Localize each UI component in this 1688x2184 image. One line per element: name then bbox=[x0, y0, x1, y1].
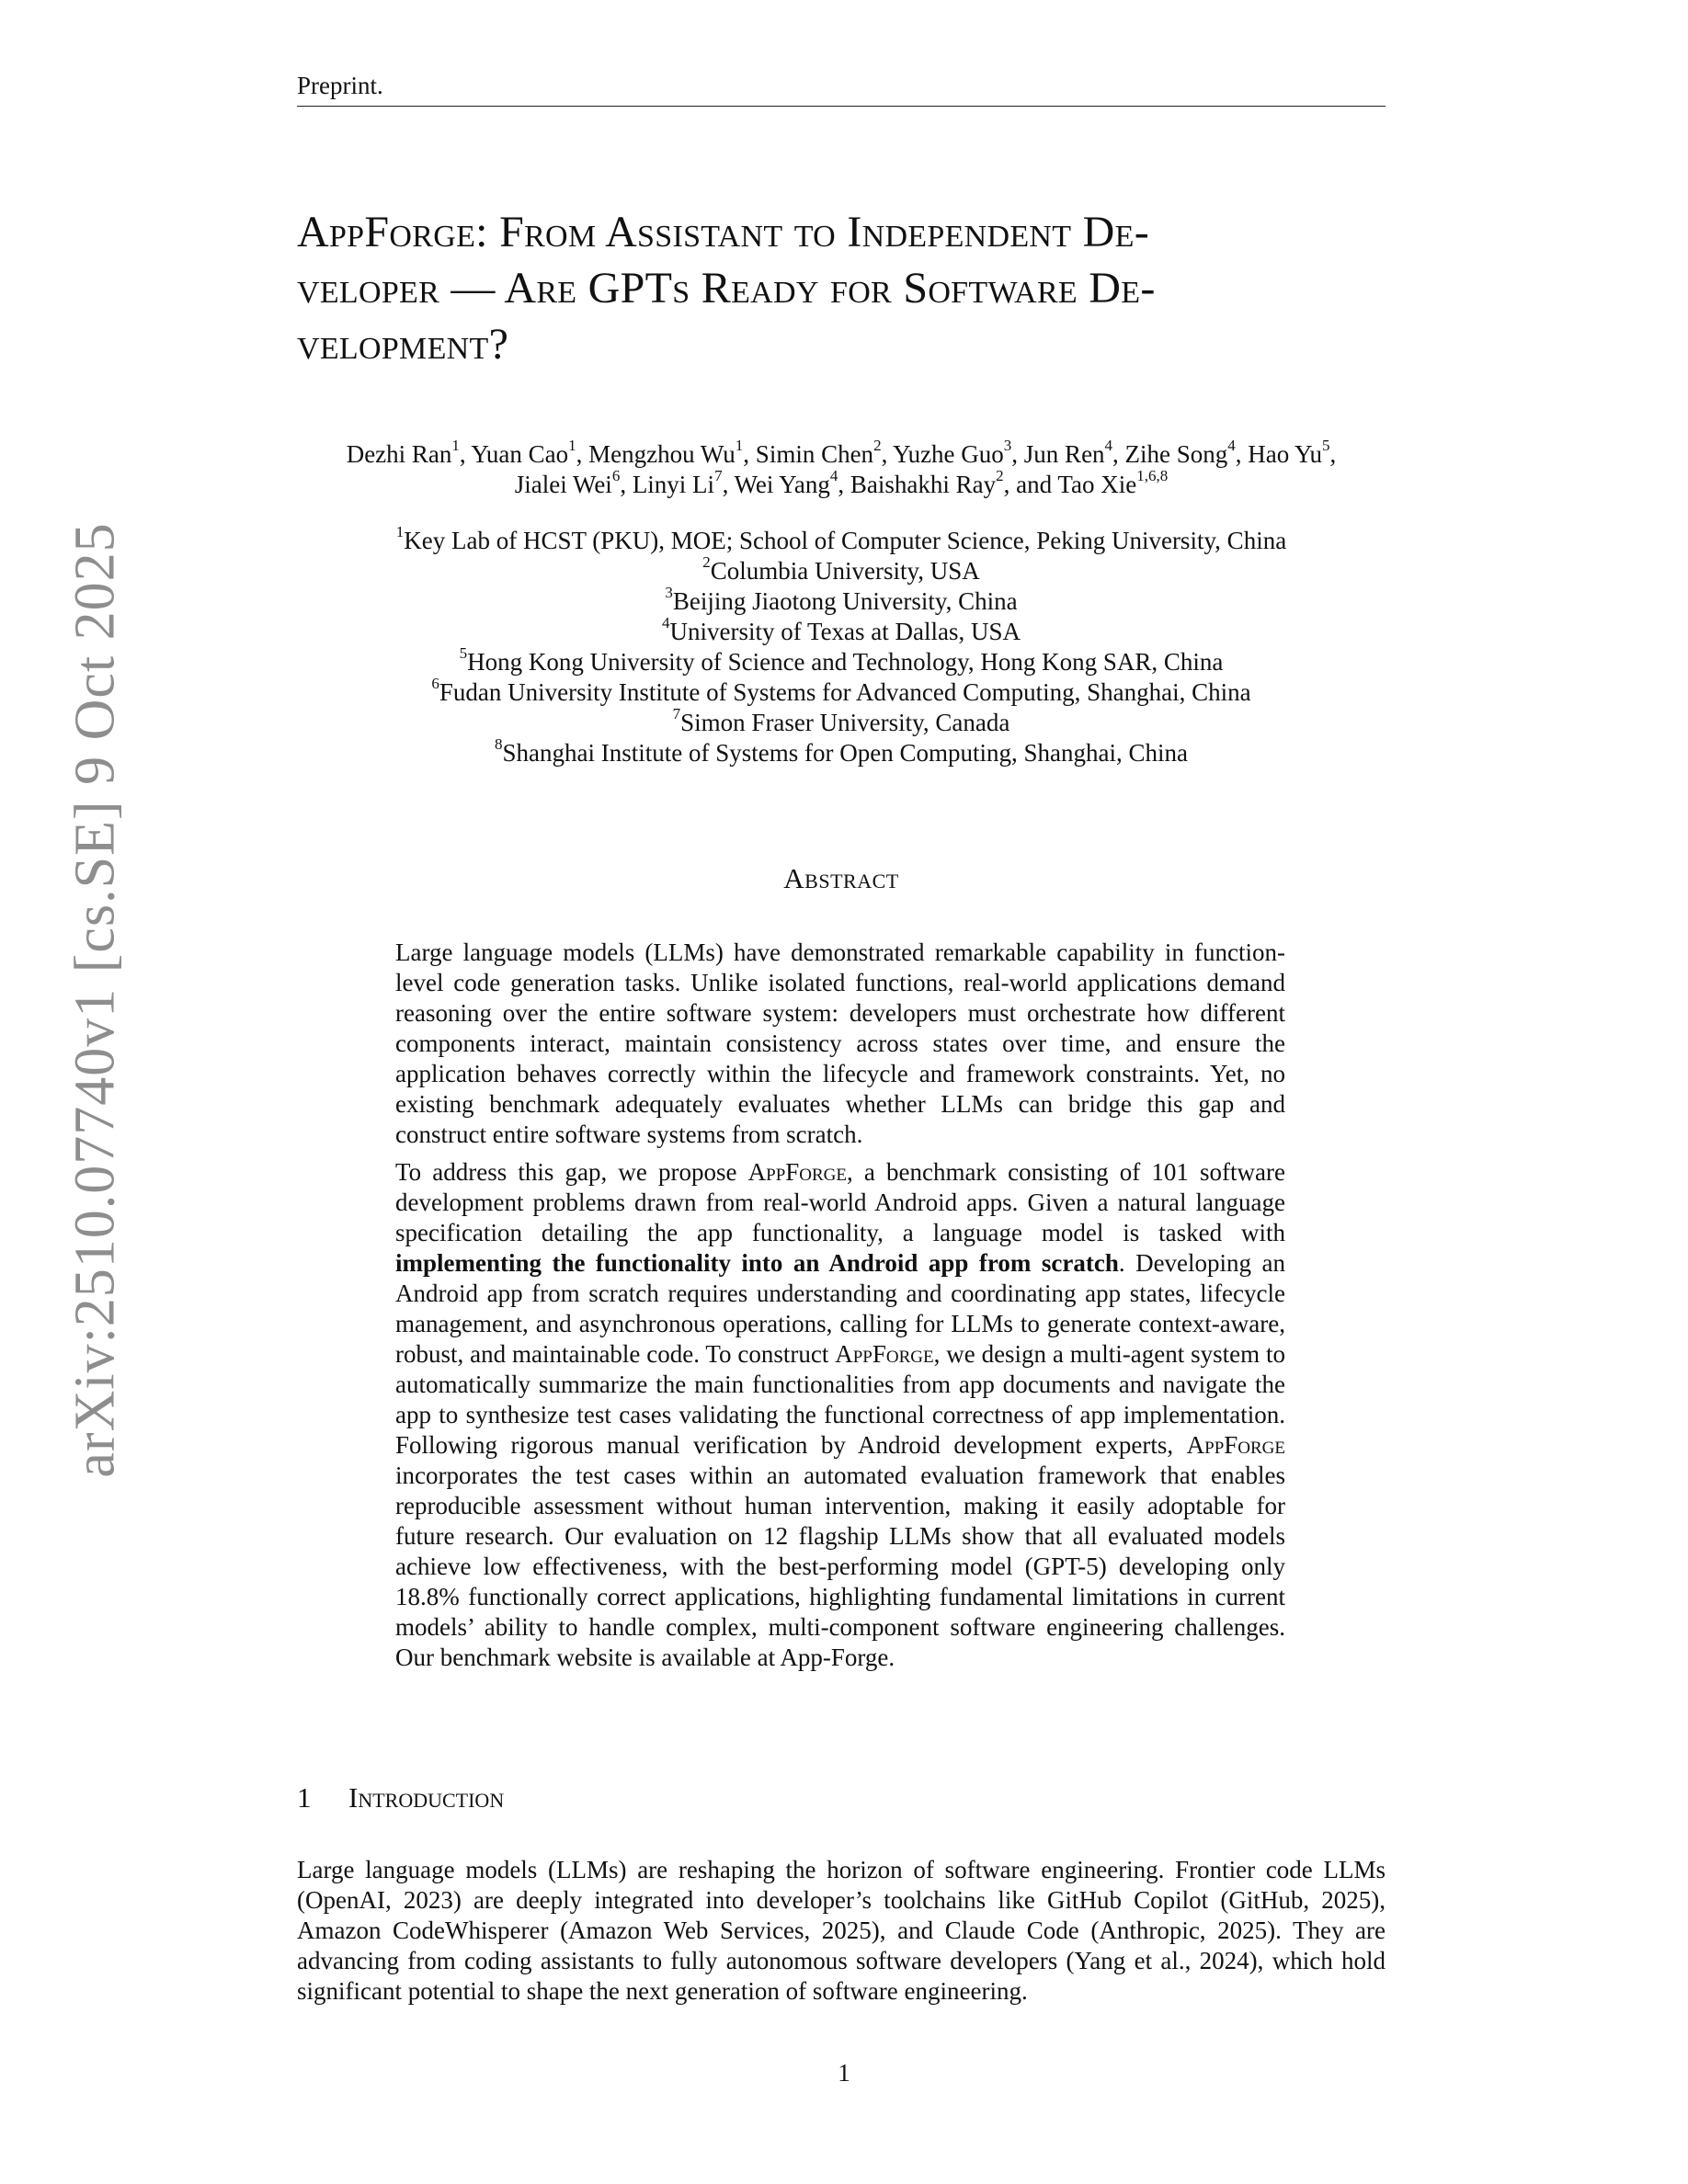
title-line: AppForge: From Assistant to Independent De- bbox=[297, 208, 1149, 256]
author-affil-mark: 2 bbox=[873, 437, 882, 454]
affiliation-text: Shanghai Institute of Systems for Open Computing, Shanghai, China bbox=[502, 739, 1188, 767]
author-affil-mark: 4 bbox=[1104, 437, 1113, 454]
paper-title bbox=[297, 204, 1391, 372]
author-affil-mark: 1,6,8 bbox=[1136, 467, 1169, 484]
author-line-2: Jialei Wei$^6$, Linyi Li$^7$, Wei Yang$^4$, Baishakhi Ray$^2$, and Tao Xie$^{1,6,8}$ bbox=[514, 467, 1169, 498]
abstract-paragraph: Large language models (LLMs) have demonstrated remarkable capability in function-level code generation tasks. Unlike isolated functions, real-world applications demand reasoning over the entire software system: developers must orchestrate how different components interact, maintain consistency across states over time, and ensure the application behaves correctly within the lifecycle and framework constraints. Yet, no existing benchmark adequately evaluates whether LLMs can bridge this gap and construct entire software systems from scratch. bbox=[395, 938, 1285, 1148]
intro-paragraph: Large language models (LLMs) are reshaping the horizon of software engineering. Frontier code LLMs (OpenAI, 2023) are deeply integrated into developer’s toolchains like GitHub Copilot (GitHub, 2025), Amazon CodeWhisperer (Amazon Web Services, 2025), and Claude Code (Anthropic, 2025). They are advancing from coding assistants to fully autonomous software developers (Yang et al., 2024), which hold significant potential to shape the next generation of software engineering. bbox=[297, 1856, 1386, 2005]
affiliation-mark: 8 bbox=[495, 735, 503, 753]
affiliation-text: Fudan University Institute of Systems for Advanced Computing, Shanghai, China bbox=[439, 678, 1251, 706]
author-name: Yuan Cao bbox=[471, 440, 569, 468]
author-conjunction: and bbox=[1016, 471, 1053, 498]
author-name: Mengzhou Wu bbox=[588, 440, 736, 468]
author-name: Simin Chen bbox=[755, 440, 874, 468]
abstract-body bbox=[395, 938, 1285, 1680]
affiliation-list bbox=[221, 523, 1462, 768]
affiliation-mark: 7 bbox=[672, 705, 681, 722]
abstract-emphasis: implementing the functionality into an Android app from scratch bbox=[395, 1249, 1119, 1277]
author-name: Zihe Song bbox=[1124, 440, 1228, 468]
affiliation-mark: 5 bbox=[459, 644, 468, 662]
author-line-1: Dezhi Ran$^1$, Yuan Cao$^1$, Mengzhou Wu$^1$, Simin Chen$^2$, Yuzhe Guo$^3$, Jun Ren$^4$, Zihe Song$^4$, Hao Yu$^5$, bbox=[346, 437, 1337, 468]
abstract-text: incorporates the test cases within an automated evaluation framework that enables reproducible assessment without human intervention, making it easily adoptable for future research. Our evaluation on 12 flagship LLMs show that all evaluated models achieve low effectiveness, with the best-performing model (GPT-5) developing only 18.8% functionally correct applications, highlighting fundamental limitations in current models’ ability to handle complex, multi-component software engineering challenges. Our benchmark website is available at App-Forge. bbox=[395, 1462, 1285, 1671]
arxiv-stamp-text: arXiv:2510.07740v1 [cs.SE] 9 Oct 2025 bbox=[63, 522, 127, 1478]
author-name: Wei Yang bbox=[734, 471, 830, 498]
running-header: Preprint. bbox=[297, 72, 1386, 107]
abstract-text: , we design a multi-agent system to automatically summarize the main functionalities from app documents and navigate the app to synthesize test cases validating the functional correctness of app implementation. Following rigorous manual verification by Android development experts, bbox=[395, 1340, 1285, 1459]
affiliation-item bbox=[221, 644, 1462, 677]
benchmark-name: AppForge bbox=[835, 1340, 934, 1368]
affiliation-text: Key Lab of HCST (PKU), MOE; School of Computer Science, Peking University, China bbox=[404, 527, 1287, 554]
affiliation-item bbox=[221, 677, 1462, 708]
affiliation-mark: 6 bbox=[431, 675, 439, 692]
author-affil-mark: 1 bbox=[735, 437, 744, 454]
affiliation-text: Columbia University, USA bbox=[710, 557, 980, 585]
author-name: Jialei Wei bbox=[514, 471, 612, 498]
author-name: Tao Xie bbox=[1057, 471, 1137, 498]
section-number: 1 bbox=[297, 1781, 312, 1814]
benchmark-name: AppForge bbox=[1186, 1431, 1285, 1459]
author-name: Baishakhi Ray bbox=[850, 471, 997, 498]
section-heading bbox=[297, 1781, 504, 1814]
affiliation-item bbox=[221, 705, 1462, 738]
author-affil-mark: 7 bbox=[714, 467, 723, 484]
abstract-text: , a benchmark consisting of 101 software development problems drawn from real-world Android apps. Given a natural language specification detailing the app functionality, a language model is tasked with bbox=[395, 1158, 1285, 1246]
intro-body bbox=[297, 1855, 1386, 2007]
author-affil-mark: 2 bbox=[996, 467, 1004, 484]
affiliation-text: University of Texas at Dallas, USA bbox=[669, 618, 1021, 645]
author-affil-mark: 3 bbox=[1003, 437, 1012, 454]
abstract-text: . Developing an Android app from scratch requires understanding and coordinating app states, lifecycle management, and asynchronous operations, calling for LLMs to generate context-aware, robust, and maintainable code. To construct bbox=[395, 1249, 1285, 1368]
author-affil-mark: 4 bbox=[1227, 437, 1236, 454]
affiliation-text: Simon Fraser University, Canada bbox=[680, 709, 1010, 736]
affiliation-item bbox=[221, 735, 1462, 768]
author-name: Yuzhe Guo bbox=[893, 440, 1004, 468]
affiliation-item bbox=[221, 586, 1462, 617]
affiliation-item bbox=[221, 523, 1462, 556]
author-affil-mark: 1 bbox=[568, 437, 576, 454]
author-name: Hao Yu bbox=[1248, 440, 1323, 468]
author-affil-mark: 6 bbox=[611, 467, 621, 484]
author-affil-mark: 1 bbox=[451, 437, 460, 454]
abstract-text: To address this gap, we propose bbox=[395, 1158, 748, 1186]
affiliation-mark: 1 bbox=[395, 523, 405, 540]
abstract-heading: Abstract bbox=[783, 862, 899, 894]
affiliation-item bbox=[221, 614, 1462, 647]
benchmark-name: AppForge bbox=[747, 1158, 848, 1186]
abstract-paragraph bbox=[395, 1157, 1285, 1673]
affiliation-text: Beijing Jiaotong University, China bbox=[672, 587, 1018, 615]
section-title: Introduction bbox=[348, 1781, 505, 1814]
author-affil-mark: 5 bbox=[1322, 437, 1330, 454]
affiliation-text: Hong Kong University of Science and Technology, Hong Kong SAR, China bbox=[467, 648, 1224, 676]
page-number: 1 bbox=[838, 2059, 850, 2087]
author-name: Jun Ren bbox=[1023, 440, 1105, 468]
affiliation-mark: 3 bbox=[665, 584, 673, 601]
affiliation-mark: 2 bbox=[702, 553, 711, 571]
affiliation-mark: 4 bbox=[661, 614, 670, 631]
title-line: veloper — Are GPTs Ready for Software De- bbox=[297, 264, 1156, 313]
author-list bbox=[221, 439, 1462, 500]
author-name: Dezhi Ran bbox=[346, 440, 452, 468]
title-line: velopment? bbox=[297, 320, 509, 369]
author-name: Linyi Li bbox=[632, 471, 715, 498]
affiliation-item bbox=[221, 553, 1462, 586]
author-affil-mark: 4 bbox=[829, 467, 838, 484]
